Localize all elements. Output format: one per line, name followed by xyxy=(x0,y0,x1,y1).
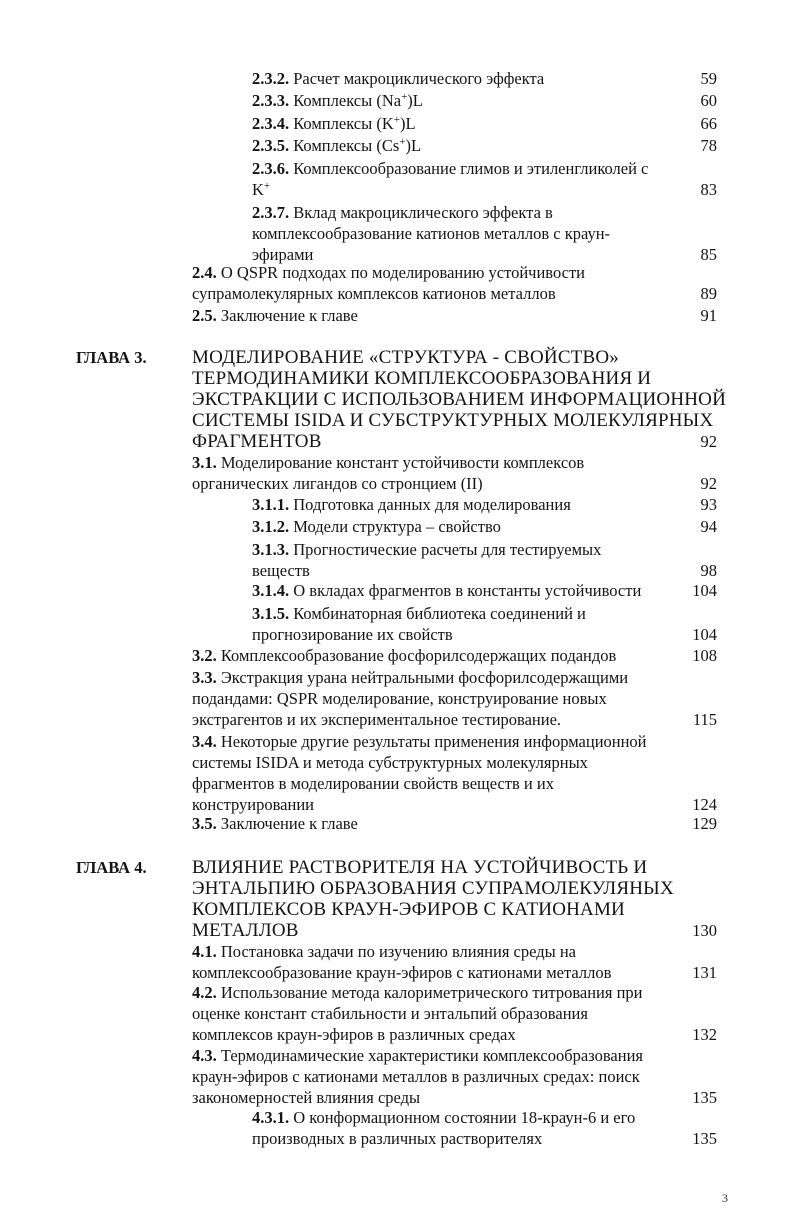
toc-entry-text xyxy=(252,113,416,134)
chapter-title-line xyxy=(192,410,713,431)
chapter-title-line xyxy=(192,347,619,368)
page-number-ref: 60 xyxy=(700,91,717,110)
section-title: подандами: QSPR моделирование, конструирование новых xyxy=(192,689,607,708)
toc-entry-text xyxy=(252,68,544,89)
section-title: Моделирование констант устойчивости комплексов xyxy=(220,453,585,472)
page-number-ref: 132 xyxy=(692,1025,717,1044)
section-number: 3.1. xyxy=(192,453,221,472)
toc-entry-text xyxy=(192,283,556,304)
section-title: ЭКСТРАКЦИИ С ИСПОЛЬЗОВАНИЕМ ИНФОРМАЦИОННОЙ xyxy=(192,389,727,410)
section-title: КОМПЛЕКСОВ КРАУН-ЭФИРОВ С КАТИОНАМИ xyxy=(192,899,625,920)
toc-entry-text xyxy=(192,709,561,730)
page-number-ref: 124 xyxy=(692,795,717,814)
section-number: 3.5. xyxy=(192,814,221,833)
section-title: комплексообразование катионов металлов с краун- xyxy=(252,224,611,243)
section-number: 3.2. xyxy=(192,646,221,665)
toc-entry-text xyxy=(192,962,611,983)
toc-entry-text xyxy=(192,667,628,688)
section-number: 2.3.6. xyxy=(252,159,294,178)
page-number-ref: 135 xyxy=(692,1088,717,1107)
toc-entry-text xyxy=(252,580,641,601)
toc-entry-text xyxy=(192,473,483,494)
section-title: Термодинамические характеристики комплексообразования xyxy=(220,1046,644,1065)
section-title: веществ xyxy=(252,561,310,580)
section-title: ВЛИЯНИЕ РАСТВОРИТЕЛЯ НА УСТОЙЧИВОСТЬ И xyxy=(192,857,648,878)
page-number-ref: 89 xyxy=(700,284,717,303)
page-number-ref: 92 xyxy=(700,432,717,451)
toc-entry-text xyxy=(192,452,584,473)
section-title: О конформационном состоянии 18-краун-6 и его xyxy=(293,1108,636,1127)
section-title: Комплексообразование глимов и этиленгликолей с xyxy=(293,159,649,178)
section-title: комплексов краун-эфиров в различных средах xyxy=(192,1025,516,1044)
section-number: 2.5. xyxy=(192,306,221,325)
chapter-label: ГЛАВА 3. xyxy=(76,348,147,367)
section-number: 2.4. xyxy=(192,263,221,282)
section-number: 3.1.1. xyxy=(252,495,294,514)
toc-entry-text xyxy=(192,752,588,773)
page-number-ref: 135 xyxy=(692,1129,717,1148)
section-title: О QSPR подходах по моделированию устойчивости xyxy=(220,263,585,282)
section-title: ТЕРМОДИНАМИКИ КОМПЛЕКСООБРАЗОВАНИЯ И xyxy=(192,368,652,389)
toc-entry-text xyxy=(252,1107,635,1128)
section-title: МОДЕЛИРОВАНИЕ «СТРУКТУРА - СВОЙСТВО» xyxy=(192,347,620,368)
section-title: Комплексы (Na+)L xyxy=(293,91,423,110)
toc-entry-text xyxy=(192,941,576,962)
page-number-ref: 59 xyxy=(700,69,717,88)
section-title: супрамолекулярных комплексов катионов металлов xyxy=(192,284,556,303)
toc-entry-text xyxy=(252,202,553,223)
page-number-ref: 91 xyxy=(700,306,717,325)
section-title: фрагментов в моделировании свойств веществ и их xyxy=(192,774,554,793)
section-title: Прогностические расчеты для тестируемых xyxy=(293,540,602,559)
toc-entry-text xyxy=(252,603,586,624)
page-number-ref: 92 xyxy=(700,474,717,493)
page-number-ref: 98 xyxy=(700,561,717,580)
section-title: Заключение к главе xyxy=(220,306,358,325)
chapter-title-line xyxy=(192,368,651,389)
section-number: 3.1.4. xyxy=(252,581,294,600)
section-title: комплексообразование краун-эфиров с катионами металлов xyxy=(192,963,612,982)
section-number: 2.3.2. xyxy=(252,69,294,88)
page-number-ref: 93 xyxy=(700,495,717,514)
section-title: K+ xyxy=(252,180,271,199)
toc-entry-text xyxy=(192,794,314,815)
toc-entry-text xyxy=(252,539,601,560)
chapter-label: ГЛАВА 4. xyxy=(76,858,147,877)
toc-entry-text xyxy=(252,135,421,156)
section-number: 2.3.7. xyxy=(252,203,294,222)
chapter-title-line xyxy=(192,389,726,410)
section-title: Использование метода калориметрического титрования при xyxy=(220,983,643,1002)
section-title: Комплексообразование фосфорилсодержащих подандов xyxy=(220,646,617,665)
page-number-ref: 78 xyxy=(700,136,717,155)
page-number-ref: 66 xyxy=(700,114,717,133)
toc-entry-text xyxy=(252,494,571,515)
section-number: 2.3.5. xyxy=(252,136,294,155)
section-number: 2.3.3. xyxy=(252,91,294,110)
toc-entry-text xyxy=(192,773,554,794)
section-title: СИСТЕМЫ ISIDA И СУБСТРУКТУРНЫХ МОЛЕКУЛЯРНЫХ xyxy=(192,410,714,431)
toc-entry-text xyxy=(252,179,270,200)
section-title: эфирами xyxy=(252,245,314,264)
page-number-ref: 104 xyxy=(692,625,717,644)
section-title: производных в различных растворителях xyxy=(252,1129,543,1148)
toc-entry-text xyxy=(192,1045,643,1066)
section-number: 2.3.4. xyxy=(252,114,294,133)
toc-entry-text xyxy=(252,1128,542,1149)
toc-entry-text xyxy=(192,731,647,752)
toc-entry-text xyxy=(192,813,358,834)
toc-entry-text xyxy=(252,516,501,537)
superscript-plus: + xyxy=(393,114,400,126)
toc-entry-text xyxy=(252,223,610,244)
section-title: Расчет макроциклического эффекта xyxy=(293,69,545,88)
section-title: Комплексы (K+)L xyxy=(293,114,416,133)
toc-entry-text xyxy=(192,305,358,326)
toc-entry-text xyxy=(192,688,607,709)
section-title: системы ISIDA и метода субструктурных молекулярных xyxy=(192,753,588,772)
section-title: Заключение к главе xyxy=(220,814,358,833)
section-number: 4.3. xyxy=(192,1046,221,1065)
toc-entry-text xyxy=(252,158,648,179)
section-title: Подготовка данных для моделирования xyxy=(293,495,571,514)
section-number: 3.4. xyxy=(192,732,221,751)
toc-entry-text xyxy=(192,1024,516,1045)
page-number-ref: 83 xyxy=(700,180,717,199)
section-title: конструировании xyxy=(192,795,314,814)
section-number: 4.1. xyxy=(192,942,221,961)
section-number: 3.1.2. xyxy=(252,517,294,536)
page-number-ref: 108 xyxy=(692,646,717,665)
toc-entry-text xyxy=(192,1087,420,1108)
page-number: 3 xyxy=(722,1191,728,1205)
section-number: 4.2. xyxy=(192,983,221,1002)
section-title: ЭНТАЛЬПИЮ ОБРАЗОВАНИЯ СУПРАМОЛЕКУЛЯНЫХ xyxy=(192,878,674,899)
section-title: закономерностей влияния среды xyxy=(192,1088,421,1107)
section-title: Вклад макроциклического эффекта в xyxy=(293,203,553,222)
section-number: 4.3.1. xyxy=(252,1108,294,1127)
chapter-title-line xyxy=(192,899,625,920)
toc-entry-text xyxy=(252,560,310,581)
page-number-ref: 94 xyxy=(700,517,717,536)
page-number-ref: 131 xyxy=(692,963,717,982)
section-number: 3.1.5. xyxy=(252,604,294,623)
section-title: Комбинаторная библиотека соединений и xyxy=(293,604,586,623)
page-number-ref: 130 xyxy=(692,921,717,940)
section-title: МЕТАЛЛОВ xyxy=(192,920,299,941)
section-title: Некоторые другие результаты применения информационной xyxy=(220,732,647,751)
section-title: органических лигандов со стронцием (II) xyxy=(192,474,483,493)
section-number: 3.3. xyxy=(192,668,221,687)
superscript-plus: + xyxy=(263,180,271,192)
toc-entry-text xyxy=(192,1066,640,1087)
page-number-ref: 85 xyxy=(700,245,717,264)
chapter-title-line xyxy=(192,878,674,899)
section-title: Экстракция урана нейтральными фосфорилсодержащими xyxy=(220,668,629,687)
chapter-title-line xyxy=(192,920,299,941)
section-title: Комплексы (Cs+)L xyxy=(293,136,422,155)
superscript-plus: + xyxy=(399,136,406,148)
toc-entry-text xyxy=(192,645,616,666)
section-title: Постановка задачи по изучению влияния среды на xyxy=(220,942,576,961)
toc-entry-text xyxy=(192,1003,588,1024)
chapter-title-line xyxy=(192,431,322,452)
section-title: Модели структура – свойство xyxy=(293,517,501,536)
section-title: экстрагентов и их экспериментальное тестирование. xyxy=(192,710,562,729)
page-number-ref: 115 xyxy=(692,710,717,729)
section-title: краун-эфиров с катионами металлов в различных средах: поиск xyxy=(192,1067,640,1086)
page-number-ref: 104 xyxy=(692,581,717,600)
chapter-title-line xyxy=(192,857,647,878)
section-number: 3.1.3. xyxy=(252,540,294,559)
toc-entry-text xyxy=(252,624,453,645)
section-title: прогнозирование их свойств xyxy=(252,625,453,644)
toc-entry-text xyxy=(192,262,585,283)
toc-entry-text xyxy=(252,90,423,111)
section-title: оценке констант стабильности и энтальпий образования xyxy=(192,1004,588,1023)
section-title: ФРАГМЕНТОВ xyxy=(192,431,322,452)
page-number-ref: 129 xyxy=(692,814,717,833)
superscript-plus: + xyxy=(401,91,408,103)
section-title: О вкладах фрагментов в константы устойчивости xyxy=(293,581,642,600)
toc-entry-text xyxy=(192,982,643,1003)
